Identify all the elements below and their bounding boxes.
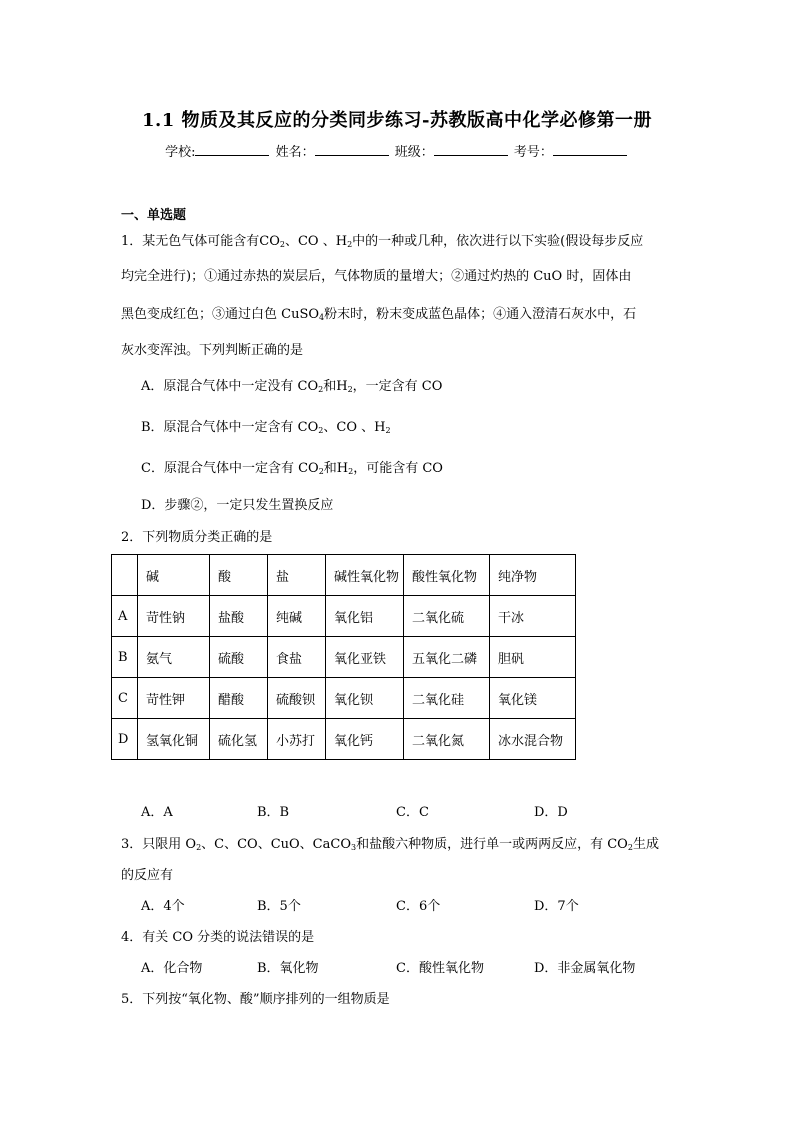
q4-option-d[interactable]: D．非金属氧化物 <box>534 961 636 976</box>
q1-option-c[interactable]: C．原混合气体中一定含有 $CO_2$和$H_2$，可能含有 CO <box>141 461 443 476</box>
table-cell: 纯碱 <box>268 596 326 637</box>
section-heading: 一、单选题 <box>121 208 187 223</box>
table-cell: 硫酸 <box>210 637 268 678</box>
q1-line-1: 1．某无色气体可能含有$CO_2$、CO 、$H_2$中的一种或几种，依次进行以下实验(假设每步反应 <box>121 234 644 249</box>
table-cell: C <box>112 678 138 719</box>
table-row <box>112 596 576 637</box>
q3-option-d[interactable]: D．7个 <box>534 899 579 914</box>
table-cell: 胆矾 <box>490 637 576 678</box>
table-header-cell: 碱性氧化物 <box>326 555 404 596</box>
table-cell: 二氧化硫 <box>404 596 490 637</box>
q4-option-b[interactable]: B．氧化物 <box>257 961 319 976</box>
table-cell: B <box>112 637 138 678</box>
class-blank[interactable] <box>434 143 508 156</box>
table-cell: 氧化铝 <box>326 596 404 637</box>
table-cell: 盐酸 <box>210 596 268 637</box>
table-cell: A <box>112 596 138 637</box>
q1-line-4: 灰水变浑浊。下列判断正确的是 <box>121 343 304 358</box>
name-label: 姓名： <box>275 145 315 160</box>
table-cell: 硫化氢 <box>210 719 268 760</box>
q2-option-b[interactable]: B．B <box>257 805 290 820</box>
table-cell: D <box>112 719 138 760</box>
table-cell: 氨气 <box>138 637 210 678</box>
q2-option-c[interactable]: C．C <box>396 805 429 820</box>
table-cell: 苛性钠 <box>138 596 210 637</box>
table-cell: 二氧化氮 <box>404 719 490 760</box>
q4-stem: 4．有关 CO 分类的说法错误的是 <box>121 930 315 945</box>
class-label: 班级： <box>394 145 434 160</box>
table-cell: 氧化钙 <box>326 719 404 760</box>
q1-option-a[interactable]: A．原混合气体中一定没有 $CO_2$和$H_2$，一定含有 CO <box>141 379 443 394</box>
table-row <box>112 678 576 719</box>
table-header-cell: 酸 <box>210 555 268 596</box>
q4-option-a[interactable]: A．化合物 <box>141 961 203 976</box>
table-header-row <box>112 555 576 596</box>
q1-option-d[interactable]: D．步骤②，一定只发生置换反应 <box>141 498 334 513</box>
q2-stem: 2．下列物质分类正确的是 <box>121 530 273 545</box>
number-label: 考号： <box>513 145 553 160</box>
q2-option-d[interactable]: D．D <box>534 805 568 820</box>
q4-option-c[interactable]: C．酸性氧化物 <box>396 961 484 976</box>
q2-option-a[interactable]: A．A <box>141 805 173 820</box>
classification-table <box>111 554 576 760</box>
table-cell: 五氧化二磷 <box>404 637 490 678</box>
q1-option-b[interactable]: B．原混合气体中一定含有 $CO_2$、CO 、$H_2$ <box>141 420 391 435</box>
table-cell: 氧化钡 <box>326 678 404 719</box>
table-cell: 苛性钾 <box>138 678 210 719</box>
table-cell: 硫酸钡 <box>268 678 326 719</box>
q3-option-c[interactable]: C．6个 <box>396 899 441 914</box>
table-header-cell: 盐 <box>268 555 326 596</box>
q5-stem: 5．下列按“氧化物、酸”顺序排列的一组物质是 <box>121 992 390 1007</box>
table-header-cell <box>112 555 138 596</box>
q3-line-1: 3．只限用 $O_2$、C、CO、CuO、CaCO$_3$和盐酸六种物质，进行单一或两两反应，有 $CO_2$生成 <box>121 837 659 852</box>
q1-line-3: 黑色变成红色；③通过白色 CuSO$_4$粉末时，粉末变成蓝色晶体；④通入澄清石灰水中，石 <box>121 307 637 322</box>
table-header-cell: 碱 <box>138 555 210 596</box>
table-cell: 氧化镁 <box>490 678 576 719</box>
page-title: 1.1 物质及其反应的分类同步练习-苏教版高中化学必修第一册 <box>141 110 653 131</box>
q1-line-2: 均完全进行)；①通过赤热的炭层后，气体物质的量增大；②通过灼热的 CuO 时，固体由 <box>121 269 632 284</box>
table-cell: 醋酸 <box>210 678 268 719</box>
table-cell: 氧化亚铁 <box>326 637 404 678</box>
table-cell: 小苏打 <box>268 719 326 760</box>
q3-option-b[interactable]: B．5个 <box>257 899 301 914</box>
school-blank[interactable] <box>195 143 269 156</box>
student-info-line <box>0 141 794 160</box>
name-blank[interactable] <box>315 143 389 156</box>
table-cell: 冰水混合物 <box>490 719 576 760</box>
table-cell: 氢氧化铜 <box>138 719 210 760</box>
q3-option-a[interactable]: A．4个 <box>141 899 185 914</box>
table-cell: 二氧化硅 <box>404 678 490 719</box>
table-row <box>112 719 576 760</box>
number-blank[interactable] <box>553 143 627 156</box>
table-header-cell: 纯净物 <box>490 555 576 596</box>
table-header-cell: 酸性氧化物 <box>404 555 490 596</box>
q3-line-2: 的反应有 <box>121 868 174 883</box>
table-cell: 干冰 <box>490 596 576 637</box>
table-cell: 食盐 <box>268 637 326 678</box>
table-row <box>112 637 576 678</box>
school-label: 学校: <box>165 145 196 160</box>
